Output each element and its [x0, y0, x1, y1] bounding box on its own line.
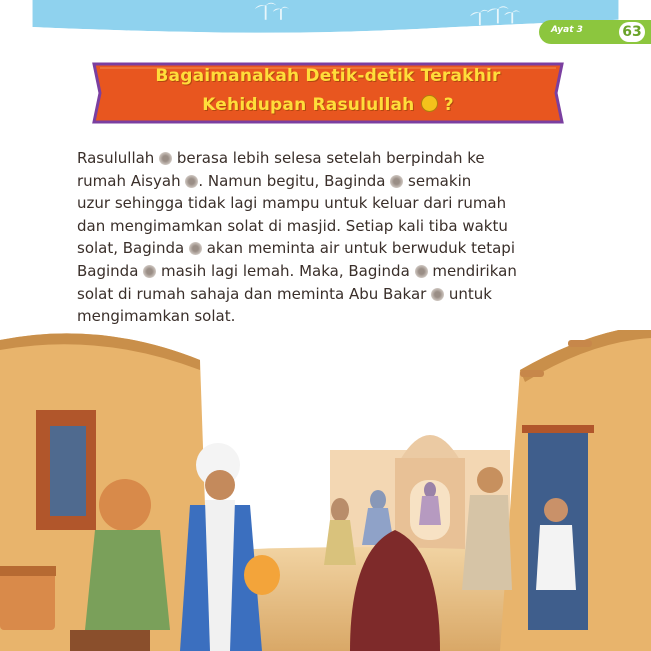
page-title-line-1: Bagaimanakah Detik-detik Terakhir: [155, 66, 501, 86]
paragraph-line: Baginda masih lagi lemah. Maka, Baginda mendirikan: [77, 261, 517, 280]
seated-figure: [99, 479, 151, 531]
section-label: Ayat 3: [551, 25, 583, 35]
honorific-icon: [431, 288, 444, 301]
honorific-icon: [415, 265, 428, 278]
story-paragraph: [77, 147, 587, 328]
paragraph-line: Rasulullah berasa lebih selesa setelah berpindah ke: [77, 149, 485, 167]
paragraph-line: uzur sehingga tidak lagi mampu untuk keluar dari rumah: [77, 194, 507, 213]
child-figure: [544, 498, 568, 522]
honorific-icon: [390, 175, 403, 188]
honorific-icon: [185, 175, 198, 188]
village-illustration: [0, 330, 651, 651]
page-tab: [539, 20, 651, 44]
paragraph-line: solat, Baginda akan meminta air untuk berwuduk tetapi: [77, 239, 515, 258]
page-title-line-2: Kehidupan Rasulullah ?: [202, 95, 454, 115]
paragraph-line: dan mengimamkan solat di masjid. Setiap kali tiba waktu: [77, 216, 508, 235]
paragraph-line: rumah Aisyah . Namun begitu, Baginda semakin: [77, 171, 472, 190]
honorific-icon: [189, 242, 202, 255]
honorific-icon: [159, 152, 172, 165]
distant-figure: [331, 498, 349, 522]
paragraph-line: mengimamkan solat.: [77, 307, 236, 326]
left-window: [50, 426, 86, 516]
paragraph-line: solat di rumah sahaja dan meminta Abu Bakar untuk: [77, 284, 492, 303]
page-number: 63: [619, 22, 645, 42]
old-man-figure: [477, 467, 503, 493]
honorific-icon: [143, 265, 156, 278]
coin-pouch: [244, 555, 280, 595]
barrel: [0, 570, 55, 630]
honorific-icon: [421, 95, 438, 112]
